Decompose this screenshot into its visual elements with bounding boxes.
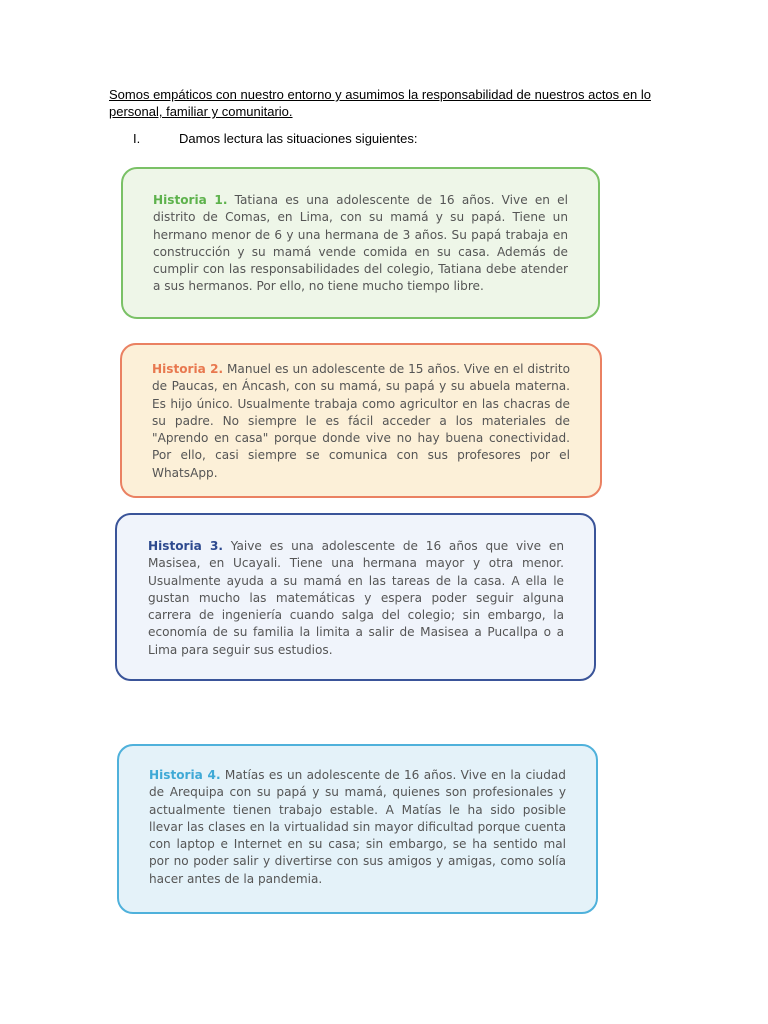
story-card-4 (117, 744, 598, 914)
story-card-2 (120, 343, 602, 498)
story-paragraph-2 (152, 361, 570, 482)
story-paragraph-1 (153, 192, 568, 296)
story-paragraph-3 (148, 538, 564, 659)
story-label-3: Historia 3. (148, 539, 223, 553)
story-label-4: Historia 4. (149, 768, 221, 782)
story-label-1: Historia 1. (153, 193, 228, 207)
section-text: Damos lectura las situaciones siguientes: (179, 131, 418, 146)
story-text-2: Manuel es un adolescente de 15 años. Vive en el distrito de Paucas, en Áncash, con su mamá, su papá y su abuela materna. Es hijo único. Usualmente trabaja como agricultor en las chacras de su padre. No siempre le es fácil acceder a los materiales de "Aprendo en casa" porque donde vive no hay buena conectividad. Por ello, casi siempre se comunica con sus profesores por el WhatsApp. (152, 362, 570, 480)
story-text-4: Matías es un adolescente de 16 años. Vive en la ciudad de Arequipa con su papá y su mamá, quienes son profesionales y actualmente tienen trabajo estable. A Matías le ha sido posible llevar las clases en la virtualidad sin mayor dificultad porque cuenta con laptop e Internet en su casa; sin embargo, se ha sentido mal por no poder salir y divertirse con sus amigos y amigas, como solía hacer antes de la pandemia. (149, 768, 566, 886)
story-label-2: Historia 2. (152, 362, 224, 376)
story-text-3: Yaive es una adolescente de 16 años que vive en Masisea, en Ucayali. Tiene una hermana mayor y otra menor. Usualmente ayuda a su mamá en las tareas de la casa. A ella le gustan mucho las matemáticas y espera poder seguir alguna carrera de ingeniería cuando salga del colegio; sin embargo, la economía de su familia la limita a salir de Masisea a Pucallpa o a Lima para seguir sus estudios. (148, 539, 564, 657)
story-card-1 (121, 167, 600, 319)
story-text-1: Tatiana es una adolescente de 16 años. Vive en el distrito de Comas, en Lima, con su mamá y su papá. Tiene un hermano menor de 6 y una hermana de 3 años. Su papá trabaja en construcción y su mamá vende comida en su casa. Además de cumplir con las responsabilidades del colegio, Tatiana debe atender a sus hermanos. Por ello, no tiene mucho tiempo libre. (153, 193, 568, 294)
story-paragraph-4 (149, 767, 566, 888)
story-card-3 (115, 513, 596, 681)
document-heading: Somos empáticos con nuestro entorno y asumimos la responsabilidad de nuestros actos en lo personal, familiar y comunitario. (109, 87, 651, 119)
section-number: I. (133, 131, 141, 146)
